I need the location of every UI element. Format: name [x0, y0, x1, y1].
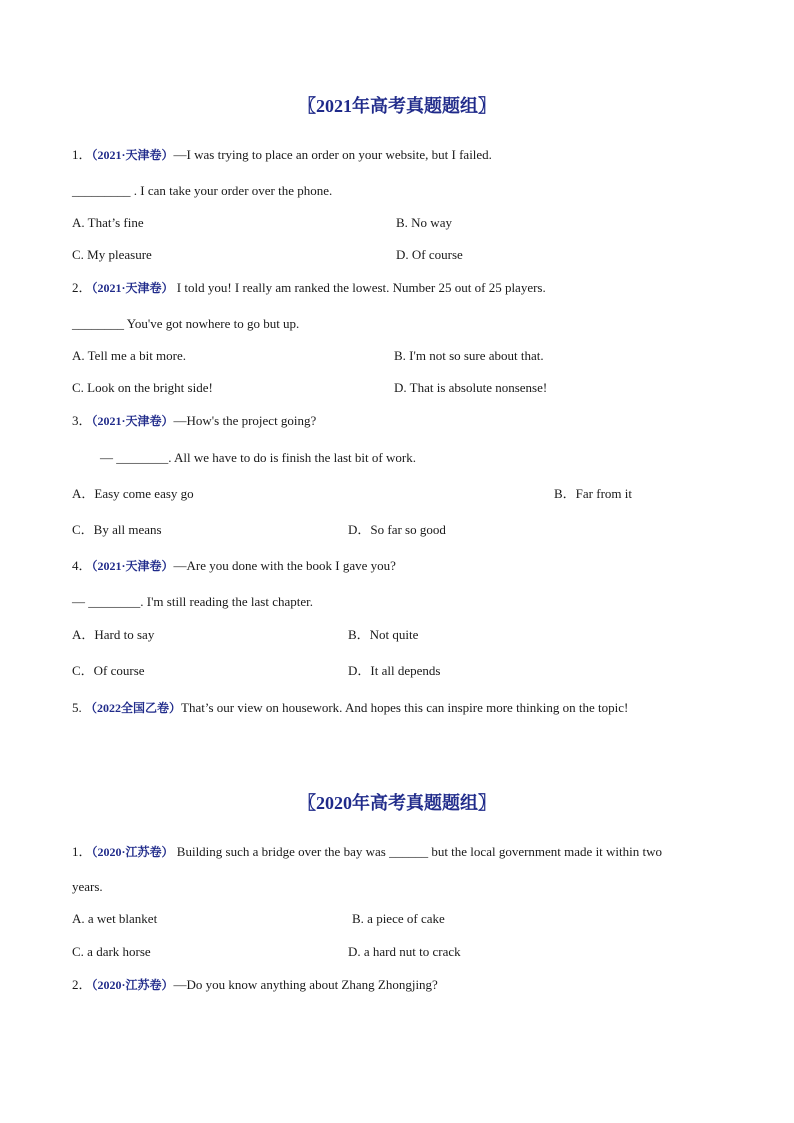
- question-source: （2021·天津卷）: [91, 559, 174, 573]
- question-2-2020: [72, 976, 438, 994]
- question-number: 2．: [72, 977, 92, 992]
- option-d: D．So far so good: [348, 522, 446, 537]
- question-number: 1．: [72, 844, 92, 859]
- option-d: D. That is absolute nonsense!: [394, 380, 548, 395]
- question-stem: —I was trying to place an order on your website, but I failed.: [173, 147, 492, 162]
- question-4-2021: [72, 557, 396, 575]
- question-source: （2021·天津卷）: [91, 414, 174, 428]
- question-3-2021: [72, 412, 316, 430]
- option-b: B. a piece of cake: [352, 911, 445, 926]
- option-a: A. That’s fine: [72, 215, 144, 230]
- question-source: （2022全国乙卷）: [85, 701, 182, 715]
- option-b: B. I'm not so sure about that.: [394, 348, 544, 363]
- option-b: B. No way: [396, 215, 452, 230]
- question-stem: That’s our view on housework. And hopes this can inspire more thinking on the topic!: [181, 700, 629, 715]
- question-source: （2020·江苏卷）: [91, 845, 174, 859]
- option-c: C. a dark horse: [72, 944, 151, 959]
- question-number: 4．: [72, 558, 92, 573]
- question-1-2020: [72, 843, 662, 861]
- question-stem: I told you! I really am ranked the lowest. Number 25 out of 25 players.: [173, 280, 546, 295]
- question-stem: —Do you know anything about Zhang Zhongjing?: [173, 977, 438, 992]
- option-c: C. My pleasure: [72, 247, 152, 262]
- question-stem: —How's the project going?: [173, 413, 317, 428]
- question-source: （2021·天津卷）: [91, 148, 174, 162]
- question-source: （2021·天津卷）: [91, 281, 174, 295]
- option-c: C. Look on the bright side!: [72, 380, 213, 395]
- question-stem: Building such a bridge over the bay was ______ but the local government made it within two: [173, 844, 663, 859]
- option-c: C．Of course: [72, 663, 145, 678]
- option-a: A．Easy come easy go: [72, 486, 194, 501]
- question-1-2021: [72, 146, 492, 164]
- option-b: B．Far from it: [554, 486, 632, 501]
- option-d: D．It all depends: [348, 663, 441, 678]
- option-c: C．By all means: [72, 522, 162, 537]
- question-5-2021: [72, 699, 628, 717]
- option-a: A．Hard to say: [72, 627, 155, 642]
- question-line2: years.: [72, 879, 103, 894]
- question-line2: ________ You've got nowhere to go but up.: [72, 316, 300, 331]
- option-a: A. a wet blanket: [72, 911, 158, 926]
- question-2-2021: [72, 279, 546, 297]
- option-d: D. a hard nut to crack: [348, 944, 461, 959]
- question-line2: _________ . I can take your order over the phone.: [72, 183, 333, 198]
- option-b: B．Not quite: [348, 627, 419, 642]
- section-title-2020: 〖2020年高考真题题组〗: [298, 793, 496, 813]
- question-stem: —Are you done with the book I gave you?: [173, 558, 396, 573]
- option-a: A. Tell me a bit more.: [72, 348, 187, 363]
- question-number: 5.: [72, 700, 82, 715]
- question-number: 2．: [72, 280, 92, 295]
- question-line2: — ________. I'm still reading the last chapter.: [72, 594, 313, 609]
- question-number: 1．: [72, 147, 92, 162]
- question-number: 3．: [72, 413, 92, 428]
- question-line2: — ________. All we have to do is finish the last bit of work.: [100, 450, 416, 465]
- option-d: D. Of course: [396, 247, 463, 262]
- section-title-2021: 〖2021年高考真题题组〗: [298, 96, 496, 116]
- question-source: （2020·江苏卷）: [91, 978, 174, 992]
